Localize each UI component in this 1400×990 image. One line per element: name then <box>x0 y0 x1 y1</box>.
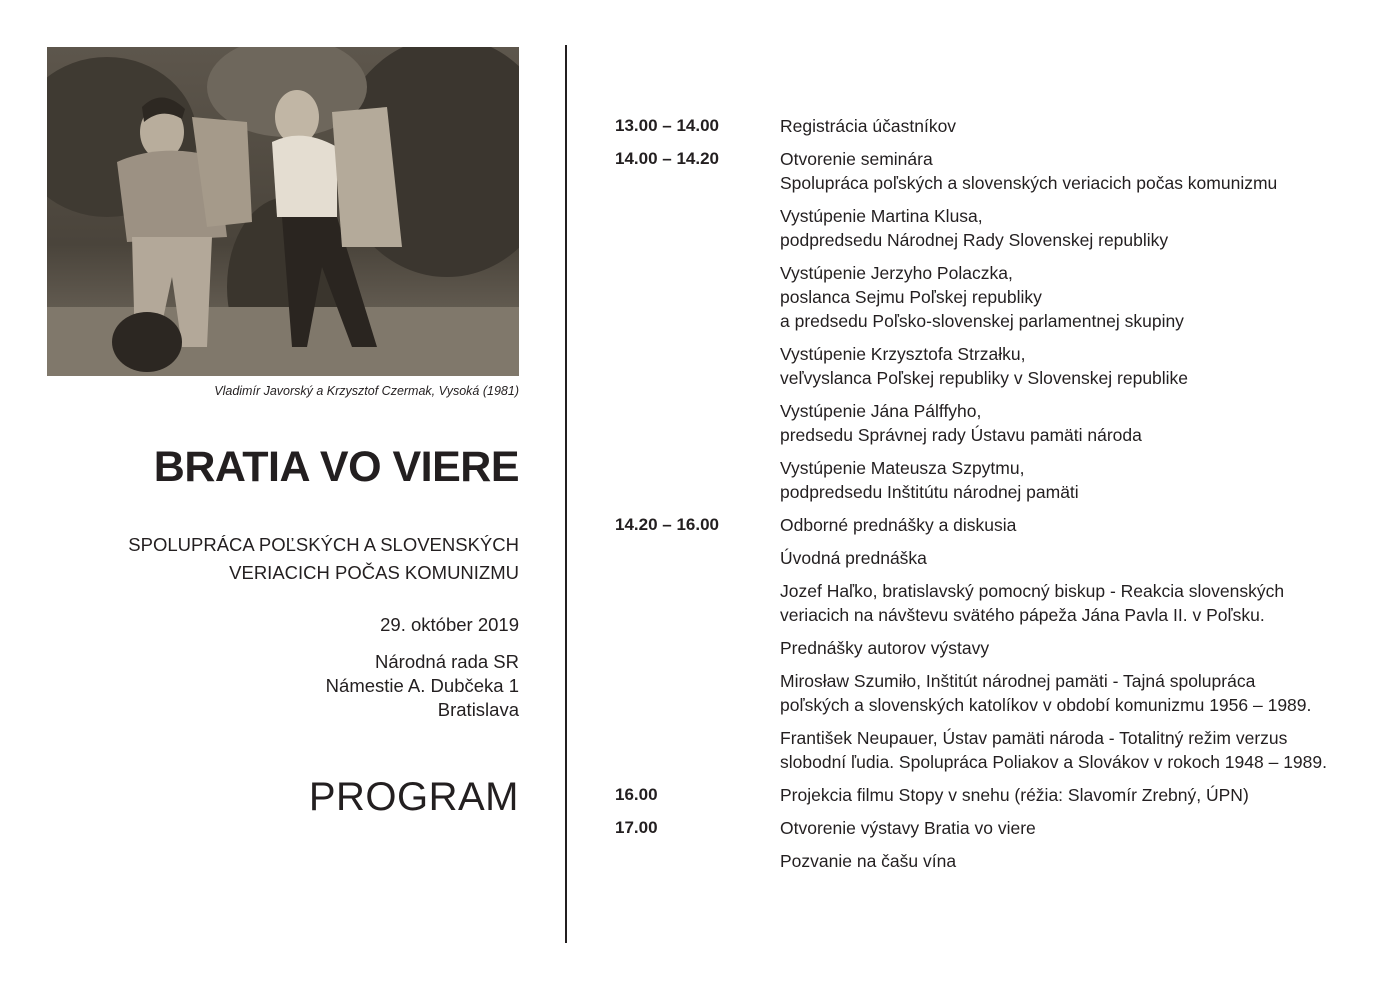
historical-photo <box>47 47 519 376</box>
subtitle-line: SPOLUPRÁCA POĽSKÝCH A SLOVENSKÝCH <box>128 534 519 555</box>
venue-line: Bratislava <box>437 699 519 720</box>
slot-items <box>780 783 1375 807</box>
schedule-item <box>780 636 1375 660</box>
schedule-item <box>780 816 1375 840</box>
schedule <box>615 114 1375 882</box>
slot-time: 17.00 <box>615 818 658 837</box>
slot-time: 14.20 – 16.00 <box>615 515 719 534</box>
schedule-item-line: Jozef Haľko, bratislavský pomocný biskup - Reakcia slovenských <box>780 581 1285 601</box>
schedule-slot <box>615 147 1375 504</box>
schedule-item-line: Vystúpenie Martina Klusa, <box>780 206 983 226</box>
schedule-item-line: Prednášky autorov výstavy <box>780 638 990 658</box>
schedule-item-line: Vystúpenie Jerzyho Polaczka, <box>780 263 1013 283</box>
schedule-item-line: Odborné prednášky a diskusia <box>780 515 1017 535</box>
schedule-item-line: veriacich na návštevu svätého pápeža Jána Pavla II. v Poľsku. <box>780 605 1265 625</box>
schedule-item <box>780 147 1375 195</box>
schedule-item-line: poľských a slovenských katolíkov v období komunizmu 1956 – 1989. <box>780 695 1312 715</box>
schedule-item-line: Pozvanie na čašu vína <box>780 851 957 871</box>
schedule-item-line: Projekcia filmu Stopy v snehu (réžia: Slavomír Zrebný, ÚPN) <box>780 785 1249 805</box>
slot-items <box>780 816 1375 873</box>
photo-caption: Vladimír Javorský a Krzysztof Czermak, Vysoká (1981) <box>214 384 519 398</box>
schedule-item <box>780 546 1375 570</box>
schedule-item-line: predsedu Správnej rady Ústavu pamäti národa <box>780 425 1142 445</box>
vertical-divider <box>565 45 567 943</box>
schedule-item-line: Mirosław Szumiło, Inštitút národnej pamäti - Tajná spolupráca <box>780 671 1256 691</box>
event-date: 29. október 2019 <box>380 614 519 635</box>
schedule-item <box>780 342 1375 390</box>
schedule-item-line: podpredsedu Inštitútu národnej pamäti <box>780 482 1079 502</box>
program-heading: PROGRAM <box>308 775 519 819</box>
slot-time: 16.00 <box>615 785 658 804</box>
schedule-item-line: Spolupráca poľských a slovenských veriacich počas komunizmu <box>780 173 1278 193</box>
schedule-item-line: podpredsedu Národnej Rady Slovenskej republiky <box>780 230 1169 250</box>
schedule-item-line: slobodní ľudia. Spolupráca Poliakov a Slovákov v rokoch 1948 – 1989. <box>780 752 1327 772</box>
schedule-slot <box>615 513 1375 774</box>
event-title: BRATIA VO VIERE <box>153 443 519 491</box>
schedule-item <box>780 204 1375 252</box>
schedule-item <box>780 513 1375 537</box>
schedule-item <box>780 261 1375 333</box>
subtitle-line: VERIACICH POČAS KOMUNIZMU <box>229 562 519 583</box>
schedule-item <box>780 783 1375 807</box>
schedule-item-line: Otvorenie seminára <box>780 149 933 169</box>
schedule-item-line: Otvorenie výstavy Bratia vo viere <box>780 818 1036 838</box>
schedule-item-line: Vystúpenie Krzysztofa Strzałku, <box>780 344 1026 364</box>
schedule-slot <box>615 816 1375 873</box>
slot-items <box>780 147 1375 504</box>
schedule-slot <box>615 783 1375 807</box>
slot-items <box>780 513 1375 774</box>
schedule-item <box>780 114 1375 138</box>
schedule-item <box>780 456 1375 504</box>
event-venue <box>326 650 519 722</box>
schedule-item <box>780 849 1375 873</box>
slot-time: 14.00 – 14.20 <box>615 149 719 168</box>
schedule-item-line: a predsedu Poľsko-slovenskej parlamentnej skupiny <box>780 311 1184 331</box>
schedule-item-line: veľvyslanca Poľskej republiky v Slovenskej republike <box>780 368 1189 388</box>
schedule-item <box>780 669 1375 717</box>
schedule-item-line: Vystúpenie Jána Pálffyho, <box>780 401 982 421</box>
schedule-item <box>780 726 1375 774</box>
venue-line: Námestie A. Dubčeka 1 <box>325 675 519 696</box>
schedule-slot <box>615 114 1375 138</box>
schedule-item-line: Úvodná prednáška <box>780 548 927 568</box>
schedule-item-line: poslanca Sejmu Poľskej republiky <box>780 287 1042 307</box>
photo-illustration <box>47 47 519 376</box>
schedule-item-line: Registrácia účastníkov <box>780 116 957 136</box>
event-subtitle <box>128 531 519 587</box>
schedule-item <box>780 579 1375 627</box>
slot-items <box>780 114 1375 138</box>
venue-line: Národná rada SR <box>375 651 519 672</box>
slot-time: 13.00 – 14.00 <box>615 116 719 135</box>
schedule-item-line: Vystúpenie Mateusza Szpytmu, <box>780 458 1025 478</box>
schedule-item <box>780 399 1375 447</box>
schedule-item-line: František Neupauer, Ústav pamäti národa - Totalitný režim verzus <box>780 728 1288 748</box>
